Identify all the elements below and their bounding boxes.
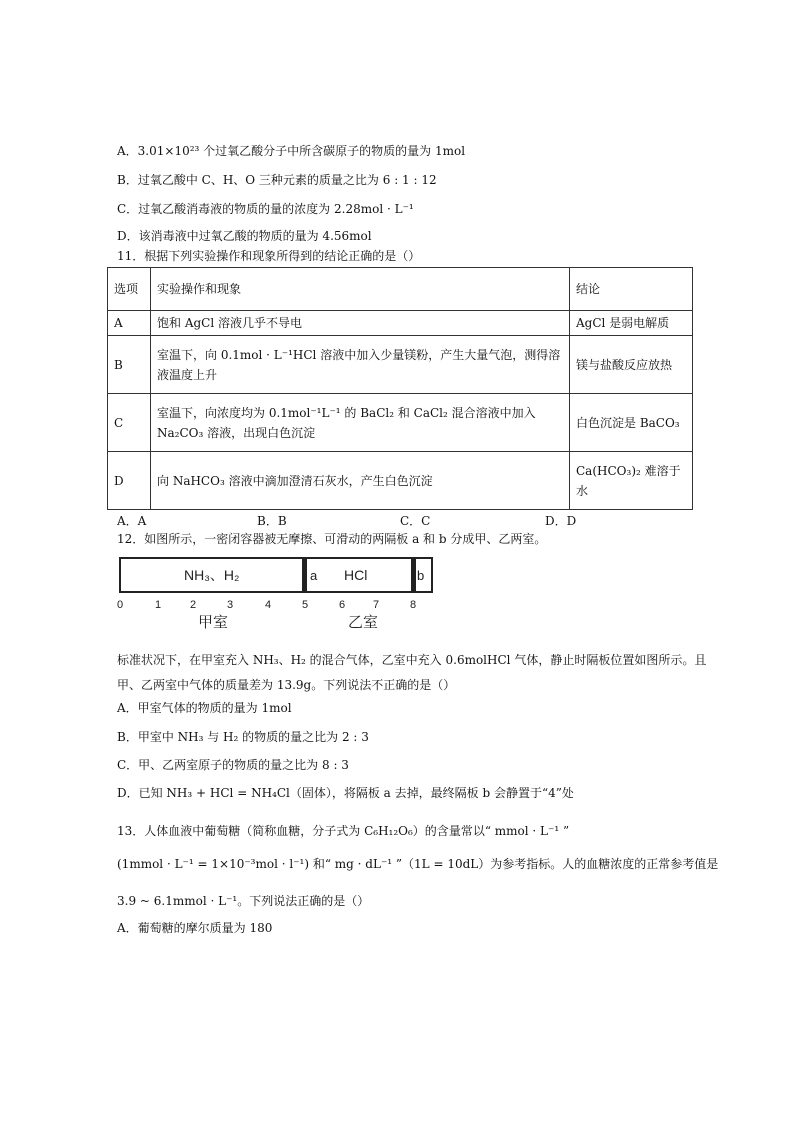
row-conclusion: 镁与盐酸反应放热 xyxy=(570,336,693,394)
q13-option-a: A．葡萄糖的摩尔质量为 180 xyxy=(117,921,273,935)
table-row xyxy=(108,452,693,510)
q11-answer-options xyxy=(117,512,597,528)
label-jia-chamber: 甲室 xyxy=(198,614,229,631)
table-header-row xyxy=(108,268,693,311)
container-outline xyxy=(120,558,432,592)
tick-2: 2 xyxy=(190,599,197,611)
q10-option-c: C．过氧乙酸消毒液的物质的量的浓度为 2.28mol · L⁻¹ xyxy=(117,202,414,216)
answer-option-a: A．A xyxy=(117,514,147,528)
answer-option-b: B．B xyxy=(257,514,287,528)
q12-option-b: B．甲室中 NH₃ 与 H₂ 的物质的量之比为 2 : 3 xyxy=(117,730,369,744)
q10-option-d: D．该消毒液中过氧乙酸的物质的量为 4.56mol xyxy=(117,229,372,243)
answer-option-c: C．C xyxy=(400,514,431,528)
q12-option-a: A．甲室气体的物质的量为 1mol xyxy=(117,701,292,715)
row-operation: 室温下，向浓度均为 0.1mol⁻¹L⁻¹ 的 BaCl₂ 和 CaCl₂ 混合溶液中加入 Na₂CO₃ 溶液，出现白色沉淀 xyxy=(151,394,570,452)
q10-option-a: A．3.01×10²³ 个过氧乙酸分子中所含碳原子的物质的量为 1mol xyxy=(117,144,466,158)
table-row xyxy=(108,394,693,452)
row-option: D xyxy=(108,452,151,510)
q12-option-c: C．甲、乙两室原子的物质的量之比为 8 : 3 xyxy=(117,758,349,772)
plate-a xyxy=(302,557,307,593)
q13-line1: 13．人体血液中葡萄糖（简称血糖，分子式为 C₆H₁₂O₆）的含量常以“ mmol · L⁻¹ ” xyxy=(117,824,570,838)
tick-3: 3 xyxy=(227,599,234,611)
q13-line3: 3.9 ~ 6.1mmol · L⁻¹。下列说法正确的是（） xyxy=(117,894,370,908)
row-option: A xyxy=(108,311,151,336)
plate-a-label: a xyxy=(310,568,318,583)
table-row xyxy=(108,311,693,336)
tick-4: 4 xyxy=(265,599,272,611)
row-operation: 室温下，向 0.1mol · L⁻¹HCl 溶液中加入少量镁粉，产生大量气泡，测得溶液温度上升 xyxy=(151,336,570,394)
row-option: B xyxy=(108,336,151,394)
tick-7: 7 xyxy=(373,599,380,611)
answer-option-d: D．D xyxy=(545,514,577,528)
tick-0: 0 xyxy=(117,599,124,611)
tick-1: 1 xyxy=(155,599,162,611)
tick-5: 5 xyxy=(302,599,309,611)
scale-ticks xyxy=(117,599,416,611)
row-operation: 饱和 AgCl 溶液几乎不导电 xyxy=(151,311,570,336)
chamber2-gas-label: HCl xyxy=(344,567,368,583)
table-row xyxy=(108,336,693,394)
header-conclusion: 结论 xyxy=(570,268,693,311)
tick-6: 6 xyxy=(339,599,346,611)
q12-stem-line2: 甲、乙两室中气体的质量差为 13.9g。下列说法不正确的是（） xyxy=(117,678,456,692)
q12-question: 12．如图所示，一密闭容器被无摩擦、可滑动的两隔板 a 和 b 分成甲、乙两室。 xyxy=(117,532,547,546)
row-option: C xyxy=(108,394,151,452)
label-yi-chamber: 乙室 xyxy=(348,614,379,631)
row-conclusion: AgCl 是弱电解质 xyxy=(570,311,693,336)
row-conclusion: Ca(HCO₃)₂ 难溶于水 xyxy=(570,452,693,510)
q12-stem-line1: 标准状况下，在甲室充入 NH₃、H₂ 的混合气体，乙室中充入 0.6molHCl 气体，静止时隔板位置如图所示。且 xyxy=(117,653,707,667)
q11-table xyxy=(107,267,693,510)
q13-line2: (1mmol · L⁻¹ = 1×10⁻³mol · l⁻¹) 和“ mg · dL⁻¹ ”（1L = 10dL）为参考指标。人的血糖浓度的正常参考值是 xyxy=(117,857,719,871)
row-conclusion: 白色沉淀是 BaCO₃ xyxy=(570,394,693,452)
q10-option-b: B．过氧乙酸中 C、H、O 三种元素的质量之比为 6 : 1 : 12 xyxy=(117,173,437,187)
chamber1-gas-label: NH₃、H₂ xyxy=(184,567,240,583)
q11-question: 11．根据下列实验操作和现象所得到的结论正确的是（） xyxy=(117,249,421,263)
header-option: 选项 xyxy=(108,268,151,311)
q12-option-d: D．已知 NH₃ + HCl = NH₄Cl（固体），将隔板 a 去掉，最终隔板 b 会静置于“4”处 xyxy=(117,786,574,800)
tick-8: 8 xyxy=(410,599,417,611)
row-operation: 向 NaHCO₃ 溶液中滴加澄清石灰水，产生白色沉淀 xyxy=(151,452,570,510)
plate-b xyxy=(411,557,416,593)
header-operation: 实验操作和现象 xyxy=(151,268,570,311)
container-diagram xyxy=(112,556,442,632)
plate-b-label: b xyxy=(417,568,425,583)
